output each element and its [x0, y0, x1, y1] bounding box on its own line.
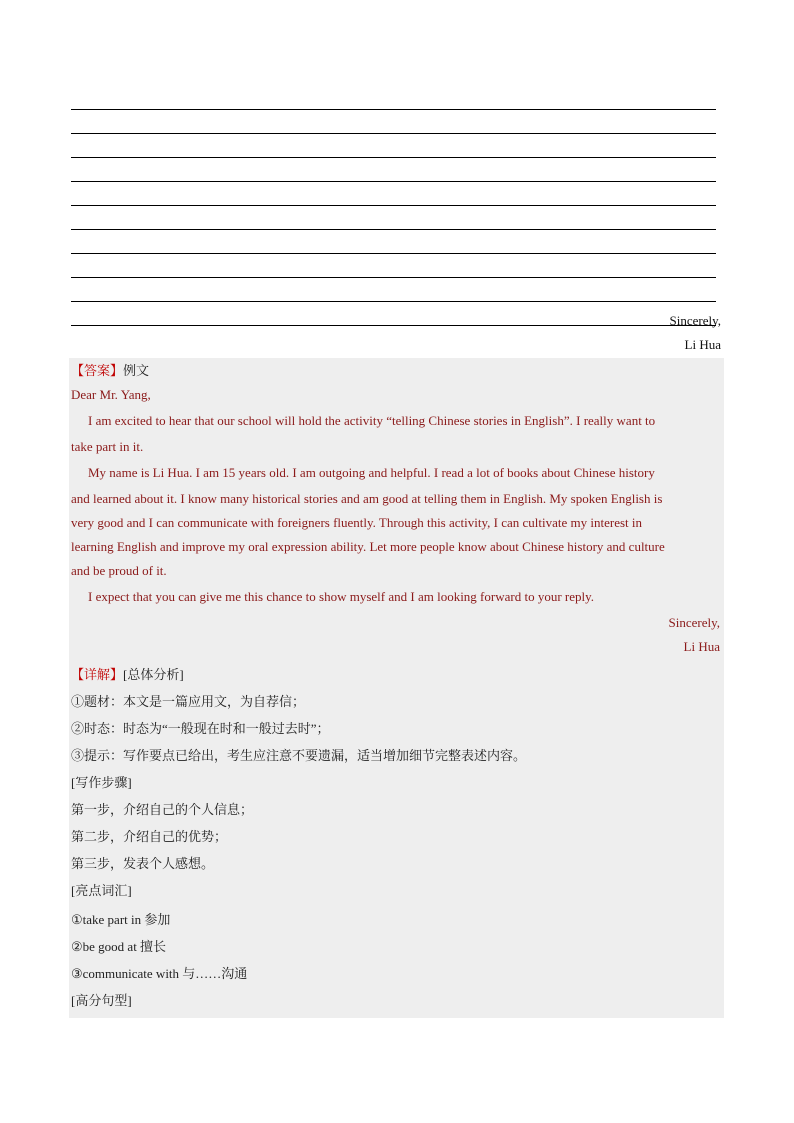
- writing-line: [71, 230, 716, 254]
- answer-closing: Sincerely,: [668, 615, 720, 630]
- top-name: Li Hua: [684, 337, 721, 352]
- answer-section: [69, 358, 724, 1018]
- writing-lines: [71, 109, 716, 326]
- answer-name: Li Hua: [683, 639, 720, 654]
- p1-line2: take part in it.: [71, 439, 144, 454]
- p2-line1: My name is Li Hua. I am 15 years old. I am outgoing and helpful. I read a lot of books about Chinese history: [88, 465, 655, 480]
- steps-heading: [写作步骤]: [71, 775, 132, 790]
- top-closing: Sincerely,: [669, 313, 721, 328]
- writing-line: [71, 302, 716, 326]
- writing-line: [71, 158, 716, 182]
- sentence-heading: [高分句型]: [71, 993, 132, 1008]
- vocab-item: ③communicate with 与……沟通: [71, 966, 248, 981]
- p2-line5: and be proud of it.: [71, 563, 167, 578]
- answer-label: [71, 360, 149, 379]
- p2-line3: very good and I can communicate with foreigners fluently. Through this activity, I can cultivate my interest in: [71, 515, 642, 530]
- p2-line4: learning English and improve my oral expression ability. Let more people know about Chinese history and culture: [71, 539, 665, 554]
- p1-line1: I am excited to hear that our school will hold the activity “telling Chinese stories in English”. I really want to: [88, 413, 656, 428]
- step-item: 第二步，介绍自己的优势；: [71, 829, 228, 844]
- p2-line2: and learned about it. I know many historical stories and am good at telling them in English. My spoken English is: [71, 491, 663, 506]
- analysis-item: ③提示：写作要点已给出，考生应注意不要遗漏，适当增加细节完整表述内容。: [71, 748, 527, 763]
- step-item: 第三步，发表个人感想。: [71, 856, 215, 871]
- explanation-label: [71, 664, 184, 683]
- step-item: 第一步，介绍自己的个人信息；: [71, 802, 254, 817]
- writing-line: [71, 109, 716, 134]
- answer-bracket: 【答案】: [71, 363, 124, 378]
- vocab-item: ①take part in 参加: [71, 912, 171, 927]
- vocab-item: ②be good at 擅长: [71, 939, 167, 954]
- vocab-heading: [亮点词汇]: [71, 883, 132, 898]
- p3-line1: I expect that you can give me this chance to show myself and I am looking forward to your reply.: [88, 589, 595, 604]
- explanation-bracket: 【详解】: [71, 667, 124, 682]
- analysis-item: ①题材：本文是一篇应用文，为自荐信；: [71, 694, 306, 709]
- answer-label-text: 例文: [123, 363, 150, 378]
- analysis-item: ②时态：时态为“一般现在时和一般过去时”；: [71, 721, 330, 736]
- writing-line: [71, 278, 716, 302]
- writing-line: [71, 206, 716, 230]
- writing-line: [71, 182, 716, 206]
- writing-line: [71, 134, 716, 158]
- explanation-label-text: [总体分析]: [123, 667, 184, 682]
- greeting: Dear Mr. Yang,: [71, 387, 151, 402]
- writing-line: [71, 254, 716, 278]
